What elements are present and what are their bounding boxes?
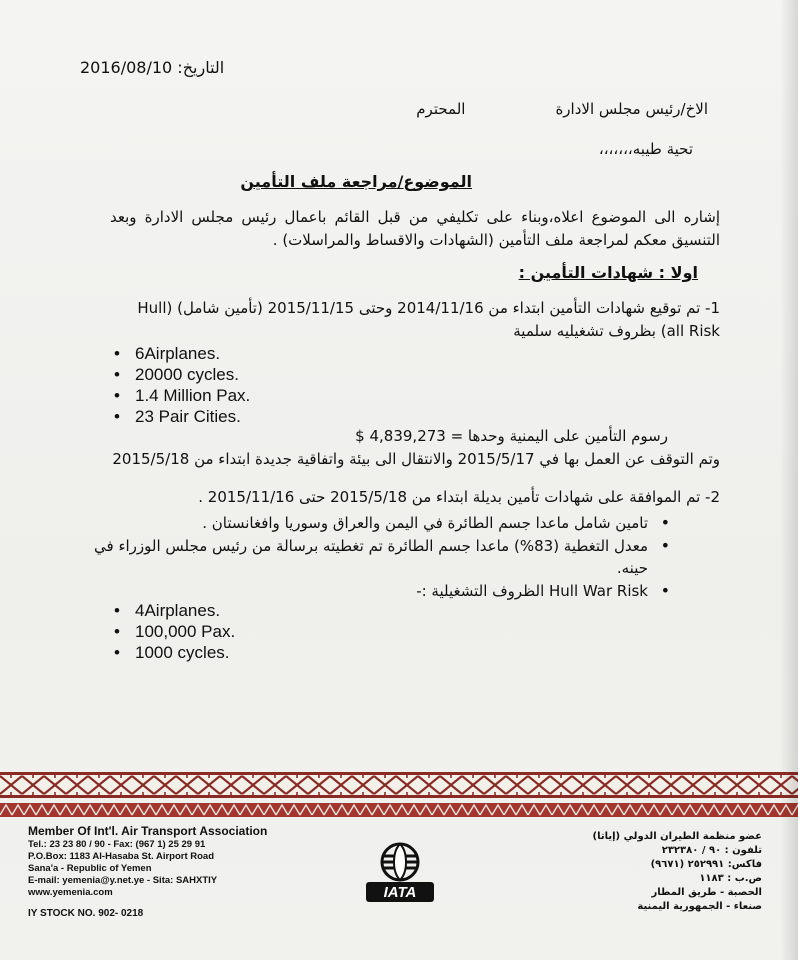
list-item: • 6Airplanes. <box>110 343 250 364</box>
iata-logo-icon <box>352 838 448 904</box>
list-item: • معدل التغطية (83%) ماعدا جسم الطائرة تم تغطيته برسالة من رئيس مجلس الوزراء في حينه. <box>88 535 648 579</box>
iata-member-line: Member Of Int'l. Air Transport Association <box>28 824 268 838</box>
phone-fax-line: Tel.: 23 23 80 / 90 - Fax: (967 1) 25 29 91 <box>28 839 206 850</box>
page-edge-shadow <box>780 0 798 960</box>
coverage-list-3 <box>110 600 235 663</box>
po-box-ar: ص.ب : ١١٨٣ <box>699 873 762 884</box>
intro-paragraph: إشاره الى الموضوع اعلاه،وبناء على تكليفي من قبل القائم باعمال رئيس مجلس الادارة وبعد التنسيق معكم لمراجعة ملف التأمين (الشهادات والاقساط والمراسلات) . <box>110 208 720 249</box>
termination-note: وتم التوقف عن العمل بها في 2015/5/17 والانتقال الى بيئة واتفاقية جديدة ابتداء من 2015/5/18 <box>112 450 720 468</box>
street-ar: الحصبة - طريق المطار <box>651 887 762 898</box>
list-item: • 23 Pair Cities. <box>110 406 250 427</box>
list-item: • 100,000 Pax. <box>110 621 235 642</box>
city-line: Sana'a - Republic of Yemen <box>28 863 152 874</box>
item-2-text: 2- تم الموافقة على شهادات تأمين بديلة ابتداء من 2015/5/18 حتى 2015/11/16 . <box>198 488 720 506</box>
footer-stripe-band <box>0 803 798 817</box>
iata-member-ar: عضو منظمة الطيران الدولي (إياتا) <box>592 831 762 842</box>
footer-contact-ar <box>593 830 763 914</box>
recipient-title: الاخ/رئيس مجلس الادارة <box>555 100 708 118</box>
website-line: www.yemenia.com <box>28 887 113 898</box>
stock-number: IY STOCK NO. 902- 0218 <box>28 908 144 919</box>
coverage-list-1 <box>110 343 250 427</box>
city-ar: صنعاء - الجمهورية اليمنية <box>637 901 762 912</box>
list-item: • 1000 cycles. <box>110 642 235 663</box>
po-box-line: P.O.Box: 1183 Al-Hasaba St. Airport Road <box>28 851 215 862</box>
subject-line: الموضوع/مراجعة ملف التأمين <box>240 172 472 191</box>
section-1-title: اولا : شهادات التأمين : <box>518 263 698 282</box>
item-1-text: 1- تم توقيع شهادات التأمين ابتداء من 2014/11/16 وحتى 2015/11/15 (تأمين شامل) (Hull all Risk) بظروف تشغيليه سلمية <box>137 299 720 340</box>
coverage-list-2 <box>88 512 648 603</box>
phone-ar: تلفون : ٩٠ / ٢٣٢٣٨٠ <box>661 845 762 856</box>
respected-label: المحترم <box>416 100 466 118</box>
iata-logo-text: IATA <box>383 884 417 901</box>
footer-ornament-band <box>0 772 798 798</box>
letter-date: التاريخ: 2016/08/10 <box>80 58 225 77</box>
fax-ar: فاكس: ٢٥٢٩٩١ (٩٦٧١) <box>650 859 762 870</box>
insurance-fees: رسوم التأمين على اليمنية وحدها = 4,839,273 $ <box>355 427 668 445</box>
list-item: • Hull War Risk الظروف التشغيلية :- <box>88 580 648 602</box>
list-item: • تامين شامل ماعدا جسم الطائرة في اليمن والعراق وسوريا وافغانستان . <box>88 512 648 534</box>
footer-contact-en <box>28 824 267 899</box>
email-line: E-mail: yemenia@y.net.ye - Sita: SAHXTIY <box>28 875 218 886</box>
list-item: • 4Airplanes. <box>110 600 235 621</box>
list-item: • 1.4 Million Pax. <box>110 385 250 406</box>
recipient-line <box>416 100 708 118</box>
list-item: • 20000 cycles. <box>110 364 250 385</box>
greeting: تحية طيبه،،،،،،، <box>598 140 693 158</box>
